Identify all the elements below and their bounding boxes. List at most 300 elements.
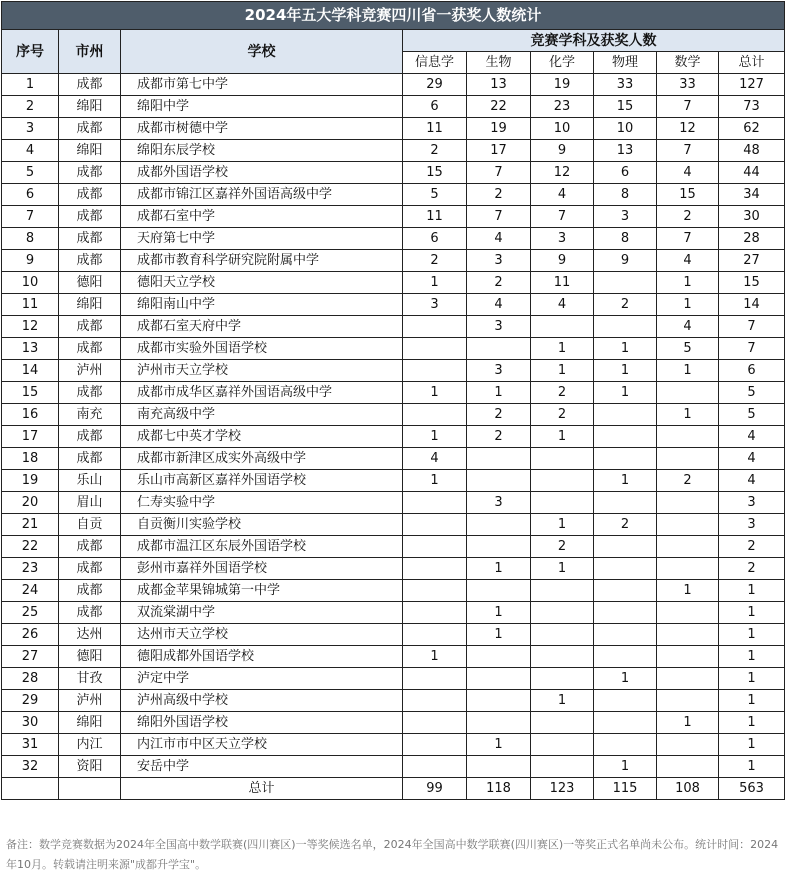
table-row [2, 646, 785, 668]
table-body [2, 74, 785, 778]
row-chemistry: 4 [531, 184, 594, 206]
row-city: 绵阳 [59, 294, 121, 316]
row-physics: 3 [594, 206, 657, 228]
row-chemistry: 1 [531, 426, 594, 448]
row-index: 21 [2, 514, 59, 536]
row-city: 甘孜 [59, 668, 121, 690]
row-city: 泸州 [59, 360, 121, 382]
row-index: 28 [2, 668, 59, 690]
row-informatics: 1 [403, 646, 467, 668]
row-school: 成都市新津区成实外高级中学 [121, 448, 403, 470]
row-city: 自贡 [59, 514, 121, 536]
row-school: 双流棠湖中学 [121, 602, 403, 624]
row-index: 4 [2, 140, 59, 162]
row-city: 达州 [59, 624, 121, 646]
row-chemistry [531, 712, 594, 734]
row-city: 成都 [59, 74, 121, 96]
row-physics: 15 [594, 96, 657, 118]
row-school: 乐山市高新区嘉祥外国语学校 [121, 470, 403, 492]
row-school: 达州市天立学校 [121, 624, 403, 646]
row-physics: 33 [594, 74, 657, 96]
row-biology: 1 [467, 734, 531, 756]
row-city: 成都 [59, 206, 121, 228]
row-city: 绵阳 [59, 712, 121, 734]
row-informatics [403, 492, 467, 514]
row-biology: 19 [467, 118, 531, 140]
row-physics: 8 [594, 184, 657, 206]
header-total: 总计 [719, 52, 785, 74]
row-biology: 3 [467, 316, 531, 338]
row-city: 眉山 [59, 492, 121, 514]
row-math [657, 448, 719, 470]
row-biology: 4 [467, 294, 531, 316]
row-math [657, 602, 719, 624]
row-index: 22 [2, 536, 59, 558]
row-chemistry: 3 [531, 228, 594, 250]
table-title: 2024年五大学科竞赛四川省一获奖人数统计 [2, 2, 785, 30]
row-biology [467, 448, 531, 470]
row-informatics: 2 [403, 250, 467, 272]
row-math: 1 [657, 294, 719, 316]
total-city-cell [59, 778, 121, 800]
row-physics [594, 712, 657, 734]
row-chemistry: 2 [531, 404, 594, 426]
row-city: 成都 [59, 162, 121, 184]
row-biology [467, 514, 531, 536]
row-informatics [403, 360, 467, 382]
row-school: 成都市树德中学 [121, 118, 403, 140]
row-city: 成都 [59, 118, 121, 140]
row-chemistry: 11 [531, 272, 594, 294]
row-biology [467, 756, 531, 778]
row-biology: 1 [467, 558, 531, 580]
header-chemistry: 化学 [531, 52, 594, 74]
row-biology [467, 690, 531, 712]
total-math: 108 [657, 778, 719, 800]
header-physics: 物理 [594, 52, 657, 74]
row-total: 5 [719, 382, 785, 404]
row-biology [467, 536, 531, 558]
row-chemistry: 19 [531, 74, 594, 96]
row-index: 6 [2, 184, 59, 206]
row-index: 5 [2, 162, 59, 184]
row-chemistry [531, 756, 594, 778]
row-physics: 1 [594, 360, 657, 382]
row-informatics: 29 [403, 74, 467, 96]
row-city: 资阳 [59, 756, 121, 778]
row-total: 4 [719, 448, 785, 470]
row-math [657, 668, 719, 690]
row-physics: 10 [594, 118, 657, 140]
row-index: 8 [2, 228, 59, 250]
row-chemistry [531, 602, 594, 624]
row-chemistry [531, 492, 594, 514]
table-row [2, 514, 785, 536]
row-physics: 1 [594, 338, 657, 360]
row-index: 2 [2, 96, 59, 118]
row-index: 3 [2, 118, 59, 140]
header-index: 序号 [2, 30, 59, 74]
table-row [2, 206, 785, 228]
row-informatics: 1 [403, 470, 467, 492]
row-biology: 1 [467, 624, 531, 646]
row-index: 11 [2, 294, 59, 316]
row-total: 1 [719, 668, 785, 690]
row-index: 14 [2, 360, 59, 382]
total-chemistry: 123 [531, 778, 594, 800]
header-math: 数学 [657, 52, 719, 74]
row-physics [594, 734, 657, 756]
row-school: 成都金苹果锦城第一中学 [121, 580, 403, 602]
row-biology: 3 [467, 492, 531, 514]
row-index: 18 [2, 448, 59, 470]
table-row [2, 426, 785, 448]
row-index: 13 [2, 338, 59, 360]
row-biology: 13 [467, 74, 531, 96]
row-school: 成都市实验外国语学校 [121, 338, 403, 360]
row-informatics [403, 712, 467, 734]
row-school: 成都市第七中学 [121, 74, 403, 96]
row-total: 1 [719, 734, 785, 756]
table-row [2, 404, 785, 426]
row-school: 自贡衡川实验学校 [121, 514, 403, 536]
table-row [2, 558, 785, 580]
row-total: 1 [719, 624, 785, 646]
row-school: 泸州高级中学校 [121, 690, 403, 712]
row-index: 12 [2, 316, 59, 338]
header-subject-group: 竞赛学科及获奖人数 [403, 30, 785, 52]
row-city: 泸州 [59, 690, 121, 712]
row-total: 1 [719, 756, 785, 778]
table-row [2, 470, 785, 492]
row-physics [594, 492, 657, 514]
row-chemistry [531, 646, 594, 668]
row-informatics: 2 [403, 140, 467, 162]
row-informatics [403, 338, 467, 360]
row-physics [594, 646, 657, 668]
row-biology [467, 470, 531, 492]
row-total: 73 [719, 96, 785, 118]
row-physics [594, 602, 657, 624]
row-math [657, 690, 719, 712]
row-chemistry: 23 [531, 96, 594, 118]
row-school: 成都市成华区嘉祥外国语高级中学 [121, 382, 403, 404]
row-index: 9 [2, 250, 59, 272]
table-row [2, 448, 785, 470]
table-row [2, 140, 785, 162]
row-physics [594, 690, 657, 712]
row-city: 德阳 [59, 646, 121, 668]
row-physics: 1 [594, 668, 657, 690]
row-informatics [403, 514, 467, 536]
row-biology: 17 [467, 140, 531, 162]
row-city: 成都 [59, 228, 121, 250]
row-informatics [403, 580, 467, 602]
row-total: 15 [719, 272, 785, 294]
row-total: 34 [719, 184, 785, 206]
row-total: 2 [719, 536, 785, 558]
footnote: 备注：数学竞赛数据为2024年全国高中数学联赛(四川赛区)一等奖候选名单，2024年全国高中数学联赛(四川赛区)一等奖正式名单尚未公布。统计时间：2024年10月。转载请注明来源"成都升学宝"。 [6, 838, 779, 871]
row-informatics: 6 [403, 96, 467, 118]
row-city: 成都 [59, 448, 121, 470]
table-row [2, 712, 785, 734]
row-informatics [403, 558, 467, 580]
row-city: 南充 [59, 404, 121, 426]
row-math [657, 756, 719, 778]
row-index: 10 [2, 272, 59, 294]
row-index: 30 [2, 712, 59, 734]
row-informatics: 6 [403, 228, 467, 250]
row-biology: 2 [467, 426, 531, 448]
row-index: 1 [2, 74, 59, 96]
row-biology [467, 668, 531, 690]
row-total: 4 [719, 470, 785, 492]
row-index: 25 [2, 602, 59, 624]
row-informatics: 5 [403, 184, 467, 206]
row-index: 26 [2, 624, 59, 646]
row-school: 泸州市天立学校 [121, 360, 403, 382]
row-physics: 13 [594, 140, 657, 162]
total-biology: 118 [467, 778, 531, 800]
table-row [2, 536, 785, 558]
row-index: 7 [2, 206, 59, 228]
table-row [2, 162, 785, 184]
row-index: 32 [2, 756, 59, 778]
header-biology: 生物 [467, 52, 531, 74]
row-chemistry: 7 [531, 206, 594, 228]
row-total: 27 [719, 250, 785, 272]
row-biology [467, 580, 531, 602]
row-informatics [403, 668, 467, 690]
row-city: 成都 [59, 250, 121, 272]
row-chemistry [531, 668, 594, 690]
row-school: 绵阳外国语学校 [121, 712, 403, 734]
row-school: 成都石室天府中学 [121, 316, 403, 338]
row-math [657, 514, 719, 536]
row-city: 成都 [59, 426, 121, 448]
row-informatics [403, 316, 467, 338]
row-physics: 8 [594, 228, 657, 250]
row-chemistry: 1 [531, 514, 594, 536]
table-row [2, 668, 785, 690]
row-total: 1 [719, 646, 785, 668]
row-city: 成都 [59, 536, 121, 558]
row-total: 28 [719, 228, 785, 250]
total-sum: 563 [719, 778, 785, 800]
row-math [657, 382, 719, 404]
total-informatics: 99 [403, 778, 467, 800]
row-math: 7 [657, 96, 719, 118]
row-biology: 3 [467, 360, 531, 382]
row-informatics [403, 404, 467, 426]
row-school: 成都外国语学校 [121, 162, 403, 184]
row-total: 4 [719, 426, 785, 448]
table-row [2, 756, 785, 778]
row-math: 1 [657, 712, 719, 734]
row-physics: 1 [594, 470, 657, 492]
row-chemistry [531, 448, 594, 470]
row-index: 23 [2, 558, 59, 580]
row-math [657, 426, 719, 448]
row-biology: 4 [467, 228, 531, 250]
row-math: 4 [657, 316, 719, 338]
row-informatics: 1 [403, 382, 467, 404]
row-school: 绵阳中学 [121, 96, 403, 118]
row-school: 成都市锦江区嘉祥外国语高级中学 [121, 184, 403, 206]
row-school: 绵阳南山中学 [121, 294, 403, 316]
row-city: 成都 [59, 382, 121, 404]
row-physics [594, 558, 657, 580]
row-school: 彭州市嘉祥外国语学校 [121, 558, 403, 580]
row-school: 德阳成都外国语学校 [121, 646, 403, 668]
header-school: 学校 [121, 30, 403, 74]
row-chemistry [531, 734, 594, 756]
table-row [2, 294, 785, 316]
row-index: 31 [2, 734, 59, 756]
row-math: 5 [657, 338, 719, 360]
row-math: 1 [657, 580, 719, 602]
row-math [657, 536, 719, 558]
row-informatics [403, 756, 467, 778]
row-city: 绵阳 [59, 96, 121, 118]
row-biology: 3 [467, 250, 531, 272]
row-school: 绵阳东辰学校 [121, 140, 403, 162]
row-chemistry: 10 [531, 118, 594, 140]
row-math: 15 [657, 184, 719, 206]
table-row [2, 250, 785, 272]
row-biology: 1 [467, 602, 531, 624]
row-math [657, 492, 719, 514]
row-total: 30 [719, 206, 785, 228]
table-row [2, 624, 785, 646]
row-physics: 2 [594, 294, 657, 316]
table-row [2, 74, 785, 96]
row-physics: 2 [594, 514, 657, 536]
award-table [1, 1, 785, 800]
row-school: 德阳天立学校 [121, 272, 403, 294]
table-row [2, 96, 785, 118]
row-chemistry: 4 [531, 294, 594, 316]
row-physics: 9 [594, 250, 657, 272]
row-total: 1 [719, 712, 785, 734]
row-math: 2 [657, 470, 719, 492]
row-math: 4 [657, 250, 719, 272]
row-physics [594, 580, 657, 602]
row-chemistry: 9 [531, 140, 594, 162]
table-row [2, 316, 785, 338]
row-city: 成都 [59, 580, 121, 602]
table-row [2, 360, 785, 382]
row-chemistry: 12 [531, 162, 594, 184]
row-physics [594, 272, 657, 294]
row-total: 7 [719, 338, 785, 360]
row-informatics [403, 536, 467, 558]
total-physics: 115 [594, 778, 657, 800]
row-index: 24 [2, 580, 59, 602]
row-informatics: 4 [403, 448, 467, 470]
row-city: 成都 [59, 316, 121, 338]
row-city: 成都 [59, 338, 121, 360]
row-biology: 2 [467, 184, 531, 206]
row-city: 内江 [59, 734, 121, 756]
row-math [657, 646, 719, 668]
row-total: 2 [719, 558, 785, 580]
row-chemistry: 2 [531, 382, 594, 404]
row-informatics: 1 [403, 272, 467, 294]
row-school: 成都市温江区东辰外国语学校 [121, 536, 403, 558]
row-biology [467, 712, 531, 734]
row-informatics [403, 624, 467, 646]
row-physics: 1 [594, 382, 657, 404]
row-total: 14 [719, 294, 785, 316]
row-index: 27 [2, 646, 59, 668]
row-city: 乐山 [59, 470, 121, 492]
row-informatics: 11 [403, 118, 467, 140]
row-biology: 22 [467, 96, 531, 118]
row-total: 1 [719, 690, 785, 712]
row-school: 泸定中学 [121, 668, 403, 690]
row-biology [467, 338, 531, 360]
table-row [2, 272, 785, 294]
row-chemistry: 1 [531, 360, 594, 382]
row-city: 成都 [59, 602, 121, 624]
row-total: 44 [719, 162, 785, 184]
row-informatics [403, 690, 467, 712]
row-math: 2 [657, 206, 719, 228]
table-row [2, 580, 785, 602]
row-physics [594, 448, 657, 470]
row-informatics: 1 [403, 426, 467, 448]
row-school: 安岳中学 [121, 756, 403, 778]
row-chemistry: 9 [531, 250, 594, 272]
row-school: 南充高级中学 [121, 404, 403, 426]
row-biology: 7 [467, 162, 531, 184]
row-total: 3 [719, 492, 785, 514]
row-index: 15 [2, 382, 59, 404]
row-total: 5 [719, 404, 785, 426]
row-chemistry: 1 [531, 690, 594, 712]
table-row [2, 228, 785, 250]
row-biology: 7 [467, 206, 531, 228]
row-biology: 2 [467, 404, 531, 426]
table-row [2, 338, 785, 360]
row-school: 成都七中英才学校 [121, 426, 403, 448]
row-chemistry: 2 [531, 536, 594, 558]
row-total: 7 [719, 316, 785, 338]
row-biology [467, 646, 531, 668]
row-chemistry [531, 624, 594, 646]
row-math: 12 [657, 118, 719, 140]
row-math: 7 [657, 140, 719, 162]
row-chemistry [531, 580, 594, 602]
header-informatics: 信息学 [403, 52, 467, 74]
row-total: 3 [719, 514, 785, 536]
total-row [2, 778, 785, 800]
row-informatics: 15 [403, 162, 467, 184]
row-physics: 1 [594, 756, 657, 778]
row-total: 62 [719, 118, 785, 140]
row-informatics: 3 [403, 294, 467, 316]
row-math [657, 558, 719, 580]
row-index: 19 [2, 470, 59, 492]
row-school: 成都市教育科学研究院附属中学 [121, 250, 403, 272]
row-physics: 6 [594, 162, 657, 184]
row-total: 48 [719, 140, 785, 162]
row-physics [594, 426, 657, 448]
row-math [657, 624, 719, 646]
row-index: 29 [2, 690, 59, 712]
total-label: 总计 [121, 778, 403, 800]
